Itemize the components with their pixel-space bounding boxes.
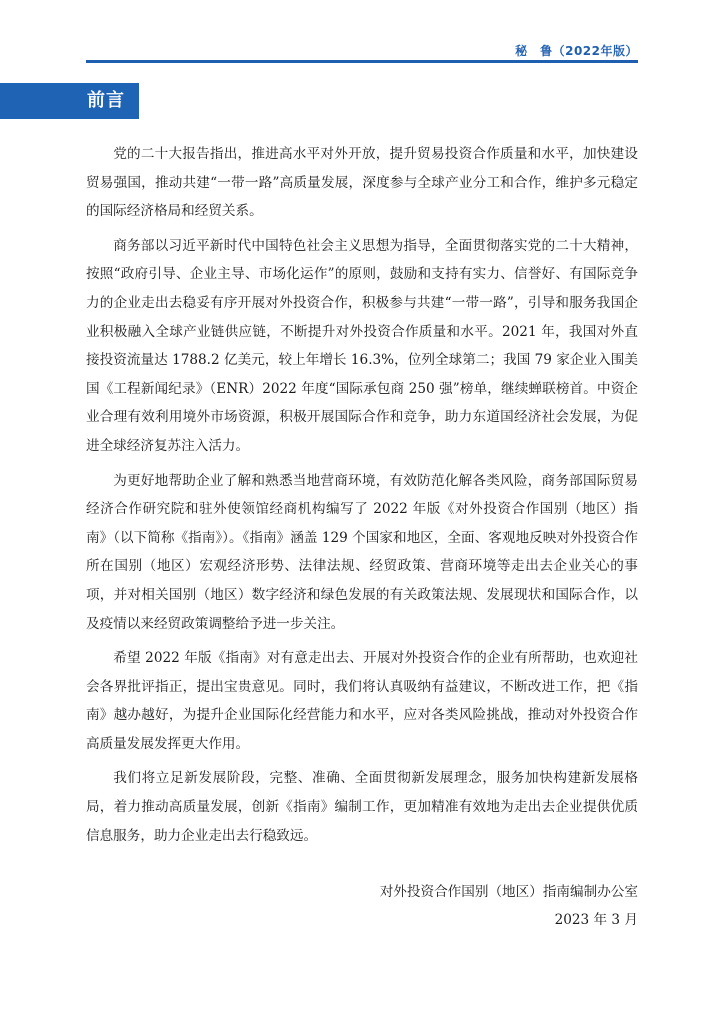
paragraph: 商务部以习近平新时代中国特色社会主义思想为指导，全面贯彻落实党的二十大精神，按照“政府引导、企业主导、市场化运作”的原则，鼓励和支持有实力、信誉好、有国际竞争力的企业走出去稳妥有序开展对外投资合作，积极参与共建“一带一路”，引导和服务我国企业积极融入全球产业链供应链，不断提升对外投资合作质量和水平。2021 年，我国对外直接投资流量达 1788.2 亿美元，较上年增长 16.3%，位列全球第二；我国 79 家企业入围美国《工程新闻纪录》（ENR）2022 年度“国际承包商 250 强”榜单，继续蝉联榜首。中资企业合理有效利用境外市场资源，积极开展国际合作和竞争，助力东道国经济社会发展，为促进全球经济复苏注入活力。 [86,237,638,454]
signature-date: 2023 年 3 月 [554,912,638,928]
signature-block [380,878,638,934]
section-title: 前言 [0,83,139,119]
paragraph: 希望 2022 年版《指南》对有意走出去、开展对外投资合作的企业有所帮助，也欢迎社会各界批评指正，提出宝贵意见。同时，我们将认真吸纳有益建议，不断改进工作，把《指南》越办越好，为提升企业国际化经营能力和水平，应对各类风险挑战，推动对外投资合作高质量发展发挥更大作用。 [86,650,638,752]
header-divider [86,60,638,63]
paragraph: 党的二十大报告指出，推进高水平对外开放，提升贸易投资合作质量和水平，加快建设贸易强国，推动共建“一带一路”高质量发展，深度参与全球产业分工和合作，维护多元稳定的国际经济格局和经贸关系。 [86,146,638,220]
header-title: 秘 鲁（2022年版） [515,44,638,58]
preface-body [86,140,638,856]
paragraph: 为更好地帮助企业了解和熟悉当地营商环境，有效防范化解各类风险，商务部国际贸易经济合作研究院和驻外使领馆经商机构编写了 2022 年版《对外投资合作国别（地区）指南》（以下简称《指南》）。《指南》涵盖 129 个国家和地区，全面、客观地反映对外投资合作所在国别（地区）宏观经济形势、法律法规、经贸政策、营商环境等走出去企业关心的事项，并对相关国别（地区）数字经济和绿色发展的有关政策法规、发展现状和国际合作，以及疫情以来经贸政策调整给予进一步关注。 [86,472,638,632]
paragraph: 我们将立足新发展阶段，完整、准确、全面贯彻新发展理念，服务加快构建新发展格局，着力推动高质量发展，创新《指南》编制工作，更加精准有效地为走出去企业提供优质信息服务，助力企业走出去行稳致远。 [86,770,638,844]
signature-office: 对外投资合作国别（地区）指南编制办公室 [379,884,638,900]
